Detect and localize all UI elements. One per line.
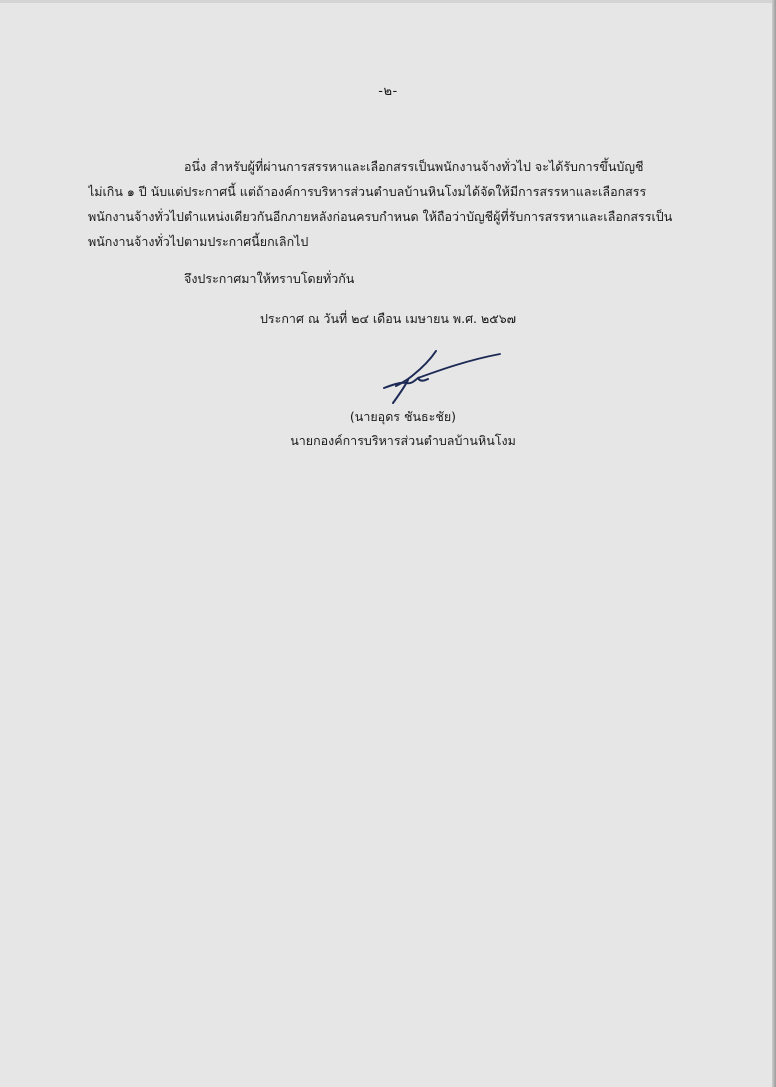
paragraph-line: ไม่เกิน ๑ ปี นับแต่ประกาศนี้ แต่ถ้าองค์การบริหารส่วนตำบลบ้านหินโงมได้จัดให้มีการสรรหาและเลือกสรร xyxy=(88,184,647,199)
scan-edge-right xyxy=(772,0,776,1087)
announcement-date: ประกาศ ณ วันที่ ๒๔ เดือน เมษายน พ.ศ. ๒๕๖๗ xyxy=(260,311,517,326)
signer-title: นายกองค์การบริหารส่วนตำบลบ้านหินโงม xyxy=(290,433,516,448)
paragraph-line: พนักงานจ้างทั่วไปตามประกาศนี้ยกเลิกไป xyxy=(88,234,309,249)
handwritten-signature xyxy=(378,348,504,408)
paragraph-line: พนักงานจ้างทั่วไปตำแหน่งเดียวกันอีกภายหลังก่อนครบกำหนด ให้ถือว่าบัญชีผู้ที่รับการสรรหาและเลือกสรรเป็น xyxy=(88,209,673,224)
announcement-line: จึงประกาศมาให้ทราบโดยทั่วกัน xyxy=(184,271,355,286)
body-paragraph xyxy=(88,154,688,254)
signer-name: (นายอุดร ชันธะชัย) xyxy=(349,409,457,424)
paragraph-line: อนึ่ง สำหรับผู้ที่ผ่านการสรรหาและเลือกสรรเป็นพนักงานจ้างทั่วไป จะได้รับการขึ้นบัญชี xyxy=(184,159,644,174)
scan-edge-top xyxy=(0,0,776,3)
page-number: -๒- xyxy=(378,84,398,99)
